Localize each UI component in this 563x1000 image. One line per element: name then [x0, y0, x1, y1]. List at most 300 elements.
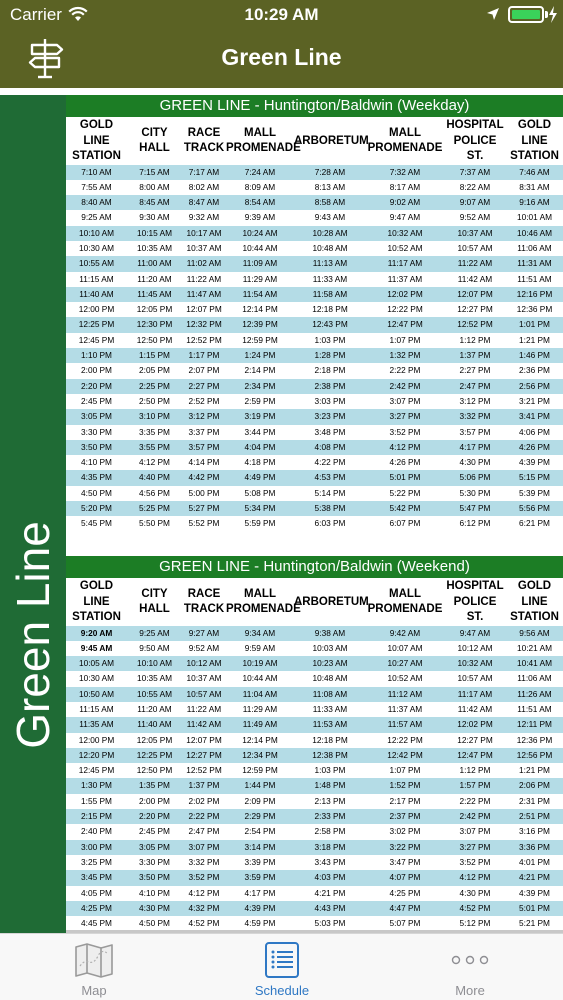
time-cell: 1:15 PM: [127, 348, 182, 363]
time-cell: 2:06 PM: [506, 778, 563, 793]
column-header-line: STATION: [72, 611, 121, 623]
time-cell: 4:10 PM: [66, 455, 127, 470]
time-cell: 4:06 PM: [506, 425, 563, 440]
time-cell: 4:59 PM: [226, 916, 294, 931]
time-cell: 7:24 AM: [226, 165, 294, 180]
time-cell: 2:47 PM: [182, 824, 226, 839]
time-cell: 4:52 PM: [182, 916, 226, 931]
time-cell: 11:26 AM: [506, 687, 563, 702]
table-row: [66, 287, 563, 302]
time-cell: 3:05 PM: [127, 840, 182, 855]
time-cell: 5:47 PM: [444, 501, 506, 516]
weekend-header-row: [66, 578, 563, 626]
time-cell: 9:07 AM: [444, 195, 506, 210]
time-cell: 3:00 PM: [66, 840, 127, 855]
table-row: [66, 165, 563, 180]
time-cell: 1:28 PM: [294, 348, 366, 363]
time-cell: 12:05 PM: [127, 302, 182, 317]
column-header: [66, 578, 127, 626]
table-row: [66, 180, 563, 195]
time-cell: 1:07 PM: [366, 333, 444, 348]
table-row: [66, 333, 563, 348]
tab-more[interactable]: [376, 934, 563, 1000]
time-cell: 11:20 AM: [127, 702, 182, 717]
time-cell: 11:15 AM: [66, 272, 127, 287]
time-cell: 4:26 PM: [506, 440, 563, 455]
time-cell: 10:24 AM: [226, 226, 294, 241]
time-cell: 5:39 PM: [506, 486, 563, 501]
time-cell: 12:14 PM: [226, 733, 294, 748]
time-cell: 5:22 PM: [366, 486, 444, 501]
time-cell: 3:18 PM: [294, 840, 366, 855]
column-header-line: STATION: [72, 150, 121, 162]
table-row: [66, 241, 563, 256]
time-cell: 12:18 PM: [294, 302, 366, 317]
time-cell: 3:23 PM: [294, 409, 366, 424]
time-cell: 5:06 PM: [444, 470, 506, 485]
table-row: [66, 656, 563, 671]
side-band: [0, 95, 66, 933]
time-cell: 1:12 PM: [444, 763, 506, 778]
time-cell: 12:34 PM: [226, 748, 294, 763]
time-cell: 10:44 AM: [226, 241, 294, 256]
time-cell: 11:42 AM: [444, 272, 506, 287]
weekend-schedule-table: [66, 556, 563, 947]
time-cell: 7:28 AM: [294, 165, 366, 180]
time-cell: 2:47 PM: [444, 379, 506, 394]
time-cell: 12:07 PM: [182, 733, 226, 748]
time-cell: 3:12 PM: [444, 394, 506, 409]
time-cell: 10:17 AM: [182, 226, 226, 241]
time-cell: 12:27 PM: [444, 733, 506, 748]
column-header: [182, 578, 226, 626]
time-cell: 1:32 PM: [366, 348, 444, 363]
time-cell: 10:44 AM: [226, 671, 294, 686]
time-cell: 11:13 AM: [294, 256, 366, 271]
tab-map-label: Map: [81, 983, 107, 998]
time-cell: 3:43 PM: [294, 855, 366, 870]
column-header-line: RACE: [187, 126, 221, 139]
time-cell: 5:08 PM: [226, 486, 294, 501]
time-cell: 2:42 PM: [444, 809, 506, 824]
time-cell: 11:57 AM: [366, 717, 444, 732]
time-cell: 10:37 AM: [182, 671, 226, 686]
time-cell: 11:37 AM: [366, 702, 444, 717]
table-row: [66, 455, 563, 470]
time-cell: 9:32 AM: [182, 210, 226, 225]
time-cell: 5:56 PM: [506, 501, 563, 516]
table-row: [66, 470, 563, 485]
table-row: [66, 687, 563, 702]
time-cell: 12:27 PM: [444, 302, 506, 317]
time-cell: 9:47 AM: [366, 210, 444, 225]
column-header-line: HALL: [139, 603, 170, 616]
time-cell: 2:50 PM: [127, 394, 182, 409]
time-cell: 4:12 PM: [366, 440, 444, 455]
column-header: [366, 578, 444, 626]
time-cell: 10:01 AM: [506, 210, 563, 225]
time-cell: 2:27 PM: [182, 379, 226, 394]
tab-schedule[interactable]: [188, 934, 376, 1000]
nav-title: Green Line: [221, 44, 342, 70]
time-cell: 11:47 AM: [182, 287, 226, 302]
time-cell: 5:50 PM: [127, 516, 182, 531]
time-cell: 10:55 AM: [66, 256, 127, 271]
time-cell: 12:02 PM: [444, 717, 506, 732]
time-cell: 2:33 PM: [294, 809, 366, 824]
column-header: [506, 578, 563, 626]
time-cell: 5:52 PM: [182, 516, 226, 531]
time-cell: 11:08 AM: [294, 687, 366, 702]
time-cell: 7:55 AM: [66, 180, 127, 195]
time-cell: 2:05 PM: [127, 363, 182, 378]
time-cell: 2:20 PM: [66, 379, 127, 394]
time-cell: 8:09 AM: [226, 180, 294, 195]
time-cell: 1:21 PM: [506, 333, 563, 348]
time-cell: 9:47 AM: [444, 626, 506, 641]
time-cell: 6:12 PM: [444, 516, 506, 531]
time-cell: 4:50 PM: [127, 916, 182, 931]
time-cell: 2:22 PM: [366, 363, 444, 378]
column-header: [506, 117, 563, 165]
time-cell: 12:39 PM: [226, 317, 294, 332]
time-cell: 2:15 PM: [66, 809, 127, 824]
time-cell: 9:42 AM: [366, 626, 444, 641]
time-cell: 3:37 PM: [182, 425, 226, 440]
time-cell: 3:10 PM: [127, 409, 182, 424]
column-header-line: PROMENADE: [367, 142, 443, 155]
time-cell: 12:32 PM: [182, 317, 226, 332]
time-cell: 7:17 AM: [182, 165, 226, 180]
time-cell: 3:45 PM: [66, 870, 127, 885]
column-header-line: ARBORETUM: [294, 595, 369, 608]
table-row: [66, 272, 563, 287]
time-cell: 9:39 AM: [226, 210, 294, 225]
time-cell: 12:36 PM: [506, 733, 563, 748]
time-cell: 4:30 PM: [444, 455, 506, 470]
time-cell: 9:52 AM: [182, 641, 226, 656]
time-cell: 5:01 PM: [506, 901, 563, 916]
time-cell: 12:43 PM: [294, 317, 366, 332]
time-cell: 10:23 AM: [294, 656, 366, 671]
time-cell: 11:02 AM: [182, 256, 226, 271]
column-header: [444, 578, 506, 626]
time-cell: 12:30 PM: [127, 317, 182, 332]
time-cell: 11:49 AM: [226, 717, 294, 732]
time-cell: 2:00 PM: [127, 794, 182, 809]
time-cell: 1:52 PM: [366, 778, 444, 793]
time-cell: 5:00 PM: [182, 486, 226, 501]
time-cell: 2:17 PM: [366, 794, 444, 809]
time-cell: 2:59 PM: [226, 394, 294, 409]
time-cell: 9:38 AM: [294, 626, 366, 641]
time-cell: 3:52 PM: [444, 855, 506, 870]
time-cell: 2:38 PM: [294, 379, 366, 394]
time-cell: 3:22 PM: [366, 840, 444, 855]
time-cell: 12:59 PM: [226, 763, 294, 778]
column-header-line: ARBORETUM: [294, 134, 369, 147]
time-cell: 1:12 PM: [444, 333, 506, 348]
time-cell: 12:00 PM: [66, 733, 127, 748]
time-cell: 5:30 PM: [444, 486, 506, 501]
column-header-line: HOSPITAL: [446, 580, 504, 592]
time-cell: 12:52 PM: [182, 763, 226, 778]
time-cell: 5:21 PM: [506, 916, 563, 931]
time-cell: 4:21 PM: [506, 870, 563, 885]
column-header-line: POLICE ST.: [453, 595, 497, 623]
time-cell: 4:30 PM: [444, 886, 506, 901]
time-cell: 1:03 PM: [294, 333, 366, 348]
time-cell: 12:20 PM: [66, 748, 127, 763]
time-cell: 2:31 PM: [506, 794, 563, 809]
time-cell: 1:21 PM: [506, 763, 563, 778]
time-cell: 1:37 PM: [444, 348, 506, 363]
table-row: [66, 870, 563, 885]
time-cell: 11:42 AM: [182, 717, 226, 732]
time-cell: 10:32 AM: [366, 226, 444, 241]
time-cell: 12:07 PM: [182, 302, 226, 317]
more-dots-icon: [450, 942, 490, 978]
time-cell: 3:27 PM: [444, 840, 506, 855]
time-cell: 10:35 AM: [127, 671, 182, 686]
time-cell: 1:07 PM: [366, 763, 444, 778]
table-row: [66, 901, 563, 916]
time-cell: 3:16 PM: [506, 824, 563, 839]
time-cell: 6:03 PM: [294, 516, 366, 531]
column-header-line: CITY: [141, 587, 168, 600]
column-header-line: GOLD LINE: [517, 119, 552, 147]
time-cell: 9:52 AM: [444, 210, 506, 225]
column-header-line: TRACK: [183, 603, 225, 616]
time-cell: 10:07 AM: [366, 641, 444, 656]
column-header: [127, 117, 182, 165]
time-cell: 9:30 AM: [127, 210, 182, 225]
time-cell: 12:22 PM: [366, 733, 444, 748]
time-cell: 4:50 PM: [66, 486, 127, 501]
weekday-schedule-table: [66, 95, 563, 532]
table-row: [66, 302, 563, 317]
time-cell: 5:01 PM: [366, 470, 444, 485]
time-cell: 10:57 AM: [444, 241, 506, 256]
weekday-header-row: [66, 117, 563, 165]
side-label: Green Line: [7, 521, 59, 749]
time-cell: 2:58 PM: [294, 824, 366, 839]
table-row: [66, 256, 563, 271]
time-cell: 8:17 AM: [366, 180, 444, 195]
time-cell: 4:14 PM: [182, 455, 226, 470]
time-cell: 12:45 PM: [66, 763, 127, 778]
time-cell: 10:52 AM: [366, 241, 444, 256]
time-cell: 3:36 PM: [506, 840, 563, 855]
time-cell: 3:57 PM: [182, 440, 226, 455]
column-header-line: GOLD LINE: [79, 580, 114, 608]
time-cell: 3:41 PM: [506, 409, 563, 424]
table-row: [66, 516, 563, 531]
time-cell: 4:56 PM: [127, 486, 182, 501]
time-cell: 12:18 PM: [294, 733, 366, 748]
time-cell: 11:17 AM: [444, 687, 506, 702]
map-icon: [74, 942, 114, 978]
time-cell: 9:56 AM: [506, 626, 563, 641]
time-cell: 10:30 AM: [66, 671, 127, 686]
column-header-line: GOLD LINE: [517, 580, 552, 608]
time-cell: 2:22 PM: [182, 809, 226, 824]
time-cell: 5:07 PM: [366, 916, 444, 931]
time-cell: 12:25 PM: [127, 748, 182, 763]
time-cell: 11:33 AM: [294, 702, 366, 717]
time-cell: 3:19 PM: [226, 409, 294, 424]
time-cell: 10:35 AM: [127, 241, 182, 256]
time-cell: 4:18 PM: [226, 455, 294, 470]
time-cell: 11:35 AM: [66, 717, 127, 732]
column-header: [294, 578, 369, 626]
time-cell: 10:48 AM: [294, 671, 366, 686]
time-cell: 5:59 PM: [226, 516, 294, 531]
time-cell: 6:07 PM: [366, 516, 444, 531]
time-cell: 8:02 AM: [182, 180, 226, 195]
table-row: [66, 195, 563, 210]
weekend-table-title: GREEN LINE - Huntington/Baldwin (Weekend): [66, 556, 563, 578]
table-row: [66, 486, 563, 501]
time-cell: 11:45 AM: [127, 287, 182, 302]
time-cell: 11:06 AM: [506, 241, 563, 256]
column-header-line: CITY: [141, 126, 168, 139]
time-cell: 4:39 PM: [226, 901, 294, 916]
time-cell: 11:51 AM: [506, 272, 563, 287]
time-cell: 4:43 PM: [294, 901, 366, 916]
time-cell: 12:47 PM: [366, 317, 444, 332]
time-cell: 4:39 PM: [506, 455, 563, 470]
carrier-label: Carrier: [10, 5, 62, 24]
table-row: [66, 317, 563, 332]
time-cell: 2:00 PM: [66, 363, 127, 378]
time-cell: 2:25 PM: [127, 379, 182, 394]
column-header: [182, 117, 226, 165]
time-cell: 12:45 PM: [66, 333, 127, 348]
time-cell: 12:07 PM: [444, 287, 506, 302]
status-bar: [0, 0, 563, 30]
time-cell: 12:38 PM: [294, 748, 366, 763]
time-cell: 12:47 PM: [444, 748, 506, 763]
time-cell: 10:57 AM: [182, 687, 226, 702]
time-cell: 9:45 AM: [66, 641, 127, 656]
time-cell: 10:05 AM: [66, 656, 127, 671]
table-row: [66, 626, 563, 641]
time-cell: 1:30 PM: [66, 778, 127, 793]
time-cell: 5:12 PM: [444, 916, 506, 931]
column-header-line: HOSPITAL: [446, 119, 504, 131]
time-cell: 3:52 PM: [182, 870, 226, 885]
table-row: [66, 363, 563, 378]
time-cell: 4:08 PM: [294, 440, 366, 455]
time-cell: 12:56 PM: [506, 748, 563, 763]
time-cell: 12:59 PM: [226, 333, 294, 348]
table-row: [66, 717, 563, 732]
time-cell: 10:19 AM: [226, 656, 294, 671]
time-cell: 1:24 PM: [226, 348, 294, 363]
column-header: [366, 117, 444, 165]
time-cell: 3:55 PM: [127, 440, 182, 455]
time-cell: 11:22 AM: [444, 256, 506, 271]
time-cell: 2:51 PM: [506, 809, 563, 824]
table-row: [66, 501, 563, 516]
column-header-line: RACE: [187, 587, 221, 600]
time-cell: 10:12 AM: [444, 641, 506, 656]
time-cell: 3:25 PM: [66, 855, 127, 870]
time-cell: 4:21 PM: [294, 886, 366, 901]
time-cell: 1:48 PM: [294, 778, 366, 793]
table-row: [66, 226, 563, 241]
time-cell: 2:13 PM: [294, 794, 366, 809]
time-cell: 3:50 PM: [127, 870, 182, 885]
time-cell: 2:18 PM: [294, 363, 366, 378]
time-cell: 10:12 AM: [182, 656, 226, 671]
time-cell: 4:53 PM: [294, 470, 366, 485]
time-cell: 3:44 PM: [226, 425, 294, 440]
time-cell: 10:41 AM: [506, 656, 563, 671]
time-cell: 5:20 PM: [66, 501, 127, 516]
time-cell: 2:34 PM: [226, 379, 294, 394]
table-row: [66, 778, 563, 793]
time-cell: 11:53 AM: [294, 717, 366, 732]
tab-schedule-label: Schedule: [254, 983, 310, 998]
tab-map[interactable]: [0, 934, 188, 1000]
time-cell: 11:00 AM: [127, 256, 182, 271]
time-cell: 1:46 PM: [506, 348, 563, 363]
table-row: [66, 763, 563, 778]
time-cell: 10:10 AM: [66, 226, 127, 241]
time-cell: 2:42 PM: [366, 379, 444, 394]
time-cell: 12:22 PM: [366, 302, 444, 317]
column-header: [226, 117, 301, 165]
time-cell: 2:14 PM: [226, 363, 294, 378]
battery-icon: [508, 6, 544, 23]
time-cell: 4:30 PM: [127, 901, 182, 916]
table-row: [66, 210, 563, 225]
time-cell: 3:39 PM: [226, 855, 294, 870]
time-cell: 4:12 PM: [444, 870, 506, 885]
time-cell: 11:51 AM: [506, 702, 563, 717]
time-cell: 2:22 PM: [444, 794, 506, 809]
column-header-line: PROMENADE: [367, 603, 443, 616]
table-row: [66, 379, 563, 394]
time-cell: 12:52 PM: [444, 317, 506, 332]
time-cell: 1:01 PM: [506, 317, 563, 332]
column-header-line: HALL: [139, 142, 170, 155]
time-cell: 11:22 AM: [182, 272, 226, 287]
time-cell: 12:50 PM: [127, 763, 182, 778]
time-cell: 9:25 AM: [127, 626, 182, 641]
time-cell: 12:52 PM: [182, 333, 226, 348]
column-header-line: MALL: [244, 126, 276, 139]
time-cell: 12:42 PM: [366, 748, 444, 763]
schedule-list-icon: [262, 942, 302, 978]
time-cell: 5:14 PM: [294, 486, 366, 501]
time-cell: 11:40 AM: [66, 287, 127, 302]
time-cell: 7:37 AM: [444, 165, 506, 180]
time-cell: 4:03 PM: [294, 870, 366, 885]
table-row: [66, 394, 563, 409]
time-cell: 11:15 AM: [66, 702, 127, 717]
time-cell: 3:02 PM: [366, 824, 444, 839]
time-cell: 10:10 AM: [127, 656, 182, 671]
time-cell: 9:34 AM: [226, 626, 294, 641]
time-cell: 2:20 PM: [127, 809, 182, 824]
time-cell: 12:11 PM: [506, 717, 563, 732]
column-header-line: MALL: [389, 126, 421, 139]
column-header-line: PROMENADE: [226, 603, 301, 616]
charging-bolt-icon: [548, 6, 558, 23]
